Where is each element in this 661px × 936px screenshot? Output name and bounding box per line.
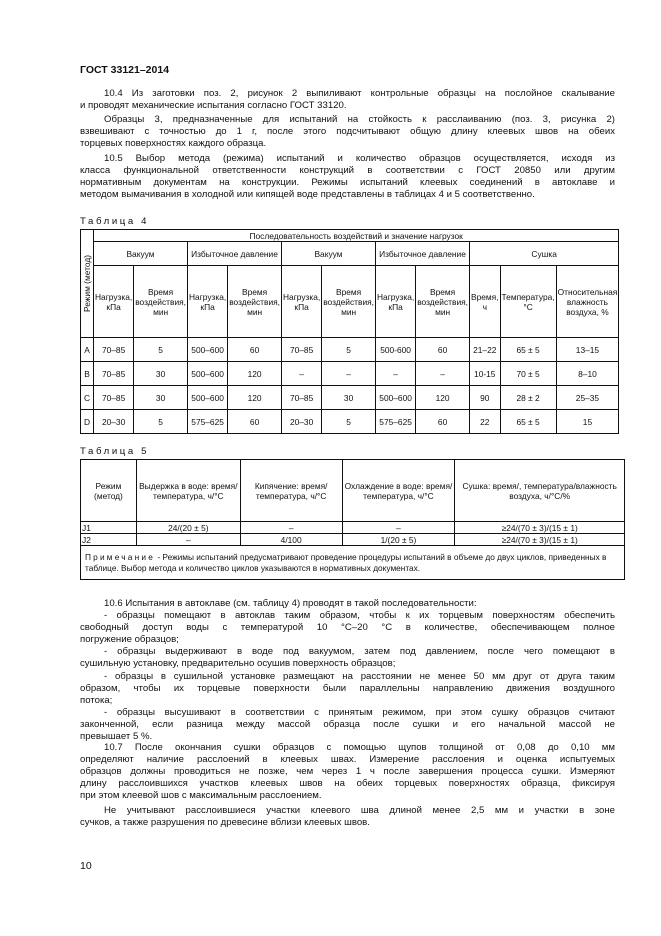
paragraph-10-7 (80, 742, 615, 802)
table-cell: J2 (81, 534, 137, 546)
table-cell: 90 (470, 386, 501, 410)
table-row (81, 522, 625, 534)
text-line: образцов должны проводиться не позже, чем через 1 ч после завершения процесса сушки. Измеряют (80, 766, 615, 778)
text-line: 10.6 Испытания в автоклаве (см. таблицу 4) проводят в такой последовательности: (104, 598, 477, 609)
table-cell: 70–85 (94, 362, 134, 386)
subheader-cell: Нагрузка, кПа (94, 266, 134, 338)
table-cell: 8–10 (556, 362, 619, 386)
paragraph-10-6 (80, 598, 615, 743)
table-cell: 5 (134, 338, 188, 362)
table-cell: 60 (228, 410, 282, 434)
table-cell: ≥24/(70 ± 3)/(15 ± 1) (455, 534, 625, 546)
table-cell: 10-15 (470, 362, 501, 386)
mode-header-cell (81, 230, 94, 338)
header-cell: Сушка: время/, температура/влажность воздуха, ч/°С/% (455, 460, 625, 522)
text-line: превышает 5 %. (80, 731, 153, 743)
subheader-cell: Нагрузка, кПа (188, 266, 228, 338)
paragraph-exclusions (80, 805, 615, 829)
subheader-cell: Время воздействия, мин (322, 266, 376, 338)
table-4-caption: Таблица 4 (80, 216, 150, 227)
header-cell: Режим (метод) (81, 460, 137, 522)
table-cell: 15 (556, 410, 619, 434)
text-line: законченной, если разница между массой образца после сушки и его начальной массой не (80, 718, 615, 730)
table-cell: – (376, 362, 416, 386)
table-cell: 70–85 (94, 386, 134, 410)
text-line: Образцы 3, предназначенные для испытаний на стойкость к расслаиванию (поз. 3, рисунка 2) (104, 114, 615, 125)
table-cell: 30 (134, 362, 188, 386)
text-line: и проводят механические испытания согласно ГОСТ 33120. (80, 100, 347, 112)
table-row (81, 386, 619, 410)
subheader-cell: Температура, °С (500, 266, 556, 338)
text-line: - образцы в сушильной установке размещают на расстоянии не менее 50 мм друг от друга таким (104, 670, 615, 682)
table-cell: 575–625 (188, 410, 228, 434)
table-cell: 20–30 (282, 410, 322, 434)
text-line: - образцы помещают в автоклав таким образом, чтобы к их торцевым поверхностям обеспечить (104, 610, 615, 622)
text-line: длину расслоившихся участков клеевых швов на обеих торцевых поверхностях образца, фиксируя (80, 778, 615, 790)
table-cell: 25–35 (556, 386, 619, 410)
table-cell: 70–85 (94, 338, 134, 362)
table-cell: – (136, 534, 240, 546)
table-cell: 4/100 (240, 534, 342, 546)
group-vacuum-1: Вакуум (94, 242, 188, 266)
group-drying: Сушка (470, 242, 619, 266)
text-line: - образцы высушивают в соответствии с принятым режимом, при этом сушку образцов считают (104, 706, 615, 718)
text-line: сучков, а также разрушения по древесине вблизи клеевых швов. (80, 817, 370, 829)
table-cell: 5 (322, 410, 376, 434)
table-cell: 65 ± 5 (500, 410, 556, 434)
table-cell: 500–600 (376, 386, 416, 410)
table-cell: A (81, 338, 94, 362)
table-row (81, 338, 619, 362)
table-cell: 120 (228, 362, 282, 386)
note-label: Примечание (85, 552, 156, 562)
text-line: взвешивают с точностью до 1 г, после этого подсчитывают общую длину клеевых швов на обеих (80, 126, 615, 138)
table-cell: 500-600 (376, 338, 416, 362)
table-cell: B (81, 362, 94, 386)
table-cell: 65 ± 5 (500, 338, 556, 362)
table-cell: 60 (416, 338, 470, 362)
table-cell: 20–30 (94, 410, 134, 434)
table-cell: – (342, 522, 455, 534)
table-cell: – (322, 362, 376, 386)
table-cell: – (240, 522, 342, 534)
table-cell: 1/(20 ± 5) (342, 534, 455, 546)
header-cell: Выдержка в воде: время/ температура, ч/°С (136, 460, 240, 522)
table-cell: – (416, 362, 470, 386)
table-cell: 500–600 (188, 362, 228, 386)
table-row (81, 410, 619, 434)
table-cell: 70–85 (282, 386, 322, 410)
text-line: нормативным документам на конструкции. Режимы испытаний клеевых соединений в автоклаве и (80, 177, 615, 189)
table-cell: 5 (322, 338, 376, 362)
table-row (81, 362, 619, 386)
text-line: методом вымачивания в холодной или кипящей воде представлены в таблицах 4 и 5 соответственно. (80, 189, 535, 201)
text-line: Не учитывают расслоившиеся участки клеевого шва длиной менее 2,5 мм и участки в зоне (104, 805, 615, 816)
table-note (81, 546, 625, 580)
paragraph-10-4 (80, 88, 615, 112)
table-cell: 120 (228, 386, 282, 410)
text-line: торцевых поверхностях каждого образца. (80, 138, 267, 150)
table-cell: C (81, 386, 94, 410)
subheader-cell: Нагрузка, кПа (376, 266, 416, 338)
table-cell: J1 (81, 522, 137, 534)
table-cell: 22 (470, 410, 501, 434)
group-header: Последовательность воздействий и значение нагрузок (94, 230, 619, 242)
table-5 (80, 459, 625, 580)
table-cell: 575–625 (376, 410, 416, 434)
table-cell: 13–15 (556, 338, 619, 362)
note-text: - Режимы испытаний предусматривают проведение процедуры испытаний в объеме до двух циклов, приведенных в таблице. Выбор метода и количество циклов указываются в нормативных документах. (85, 552, 607, 573)
table-cell: ≥24/(70 ± 3)/(15 ± 1) (455, 522, 625, 534)
table-cell: 70–85 (282, 338, 322, 362)
header-cell: Охлаждение в воде: время/ температура, ч/°С (342, 460, 455, 522)
text-line: погружение образцов; (80, 634, 179, 646)
text-line: сушильную установку, предварительно осушив поверхность образцов; (80, 658, 396, 670)
table-cell: 24/(20 ± 5) (136, 522, 240, 534)
text-line: 10.7 После окончания сушки образцов с помощью щупов толщиной от 0,08 до 0,10 мм (104, 742, 615, 753)
table-cell: 28 ± 2 (500, 386, 556, 410)
text-line: - образцы выдерживают в воде под вакуумом, затем под давлением, после чего помещают в (104, 646, 615, 658)
table-cell: – (282, 362, 322, 386)
table-4 (80, 229, 619, 434)
text-line: при этом клеевой шов с максимальным расслоением. (80, 790, 322, 802)
document-header: ГОСТ 33121–2014 (80, 64, 170, 76)
group-pressure-2: Избыточное давление (376, 242, 470, 266)
subheader-cell: Время воздействия, мин (416, 266, 470, 338)
table-row (81, 534, 625, 546)
text-line: 10.5 Выбор метода (режима) испытаний и количество образцов осуществляется, исходя из (104, 153, 615, 164)
table-cell: 60 (228, 338, 282, 362)
group-pressure-1: Избыточное давление (188, 242, 282, 266)
table-cell: 500–600 (188, 386, 228, 410)
subheader-cell: Время воздействия, мин (228, 266, 282, 338)
subheader-cell: Время, ч (470, 266, 501, 338)
group-vacuum-2: Вакуум (282, 242, 376, 266)
paragraph-10-5 (80, 153, 615, 201)
page-number: 10 (80, 860, 92, 872)
header-cell: Кипячение: время/ температура, ч/°С (240, 460, 342, 522)
paragraph-samples-3 (80, 114, 615, 150)
table-cell: 30 (134, 386, 188, 410)
table-cell: 21–22 (470, 338, 501, 362)
subheader-cell: Время воздействия, мин (134, 266, 188, 338)
table-cell: 120 (416, 386, 470, 410)
table-cell: 70 ± 5 (500, 362, 556, 386)
text-line: свободный доступ воды с температурой 10 °С–20 °С в количестве, обеспечивающем полное (80, 622, 615, 634)
table-cell: 60 (416, 410, 470, 434)
text-line: класса функциональной ответственности конструкций в соответствии с ГОСТ 20850 или другим (80, 165, 615, 177)
table-cell: 30 (322, 386, 376, 410)
table-cell: 500–600 (188, 338, 228, 362)
text-line: потока; (80, 694, 113, 706)
table-cell: 5 (134, 410, 188, 434)
text-line: 10.4 Из заготовки поз. 2, рисунок 2 выпиливают контрольные образцы на послойное скалывание (104, 88, 615, 99)
subheader-cell: Нагрузка, кПа (282, 266, 322, 338)
mode-header: Режим (метод) (82, 255, 92, 312)
table-cell: D (81, 410, 94, 434)
text-line: определяют наличие расслоений в клеевых швах. Измерение расслоения и оценка испытуемых (80, 754, 615, 766)
table-5-caption: Таблица 5 (80, 446, 150, 457)
subheader-cell: Относительная влажность воздуха, % (556, 266, 619, 338)
text-line: образом, чтобы их торцевые поверхности были параллельны направлению движения воздушного (80, 682, 615, 694)
